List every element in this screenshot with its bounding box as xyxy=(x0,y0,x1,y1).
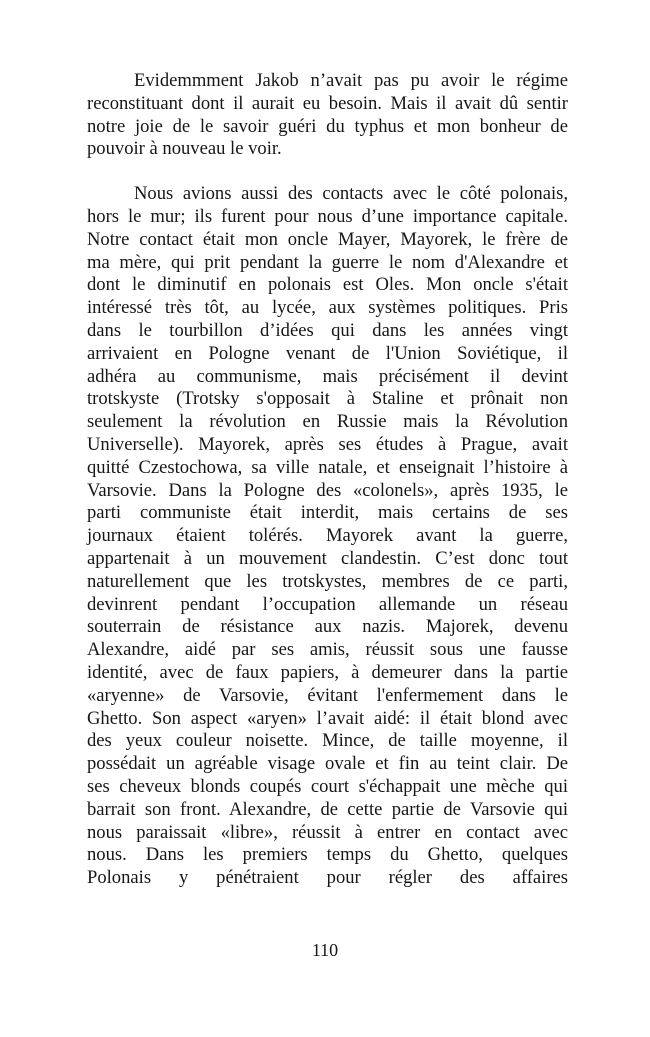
text-line: adhéra au communisme, mais précisément il devint xyxy=(87,365,568,387)
text-line: ses cheveux blonds coupés court s'échappait une mèche qui xyxy=(87,775,568,797)
text-line: nous. Dans les premiers temps du Ghetto, quelques xyxy=(87,844,568,866)
text-line: «aryenne» de Varsovie, évitant l'enfermement dans le xyxy=(87,684,568,706)
page-body xyxy=(87,70,568,890)
text-line: identité, avec de faux papiers, à demeurer dans la partie xyxy=(87,661,568,683)
text-line: barrait son front. Alexandre, de cette partie de Varsovie qui xyxy=(87,798,568,820)
text-line: Universelle). Mayorek, après ses études à Prague, avait xyxy=(87,433,568,455)
text-line: naturellement que les trotskystes, membres de ce parti, xyxy=(87,570,568,592)
text-line: souterrain de résistance aux nazis. Majorek, devenu xyxy=(87,616,568,638)
text-line: dont le diminutif en polonais est Oles. Mon oncle s'était xyxy=(87,274,568,296)
text-line: devinrent pendant l’occupation allemande un réseau xyxy=(87,593,568,615)
text-line: ma mère, qui prit pendant la guerre le nom d'Alexandre et xyxy=(87,251,568,273)
text-line: journaux étaient tolérés. Mayorek avant la guerre, xyxy=(87,525,568,547)
text-line: Polonais y pénétraient pour régler des affaires xyxy=(87,867,568,889)
text-line: Ghetto. Son aspect «aryen» l’avait aidé: il était blond avec xyxy=(87,707,568,729)
text-line: trotskyste (Trotsky s'opposait à Staline et prônait non xyxy=(87,388,568,410)
text-line: reconstituant dont il aurait eu besoin. Mais il avait dû sentir xyxy=(87,92,568,114)
text-line: intéressé très tôt, au lycée, aux systèmes politiques. Pris xyxy=(87,297,568,319)
paragraph-1 xyxy=(87,70,568,161)
text-line: possédait un agréable visage ovale et fin au teint clair. De xyxy=(87,753,568,775)
text-line: quitté Czestochowa, sa ville natale, et enseignait l’histoire à xyxy=(87,456,568,478)
text-line: Notre contact était mon oncle Mayer, Mayorek, le frère de xyxy=(87,228,568,250)
text-line: seulement la révolution en Russie mais la Révolution xyxy=(87,411,568,433)
text-line: parti communiste était interdit, mais certains de ses xyxy=(87,502,568,524)
text-line: Alexandre, aidé par ses amis, réussit sous une fausse xyxy=(87,639,568,661)
text-line: Varsovie. Dans la Pologne des «colonels», après 1935, le xyxy=(87,479,568,501)
text-line: dans le tourbillon d’idées qui dans les années vingt xyxy=(87,319,568,341)
text-line: Evidemmment Jakob n’avait pas pu avoir le régime xyxy=(134,70,568,91)
text-line: appartenait à un mouvement clandestin. C’est donc tout xyxy=(87,547,568,569)
text-line: arrivaient en Pologne venant de l'Union Soviétique, il xyxy=(87,342,568,364)
page-number: 110 xyxy=(311,940,339,960)
text-line: Nous avions aussi des contacts avec le côté polonais, xyxy=(134,183,568,205)
text-line: nous paraissait «libre», réussit à entrer en contact avec xyxy=(87,821,568,843)
text-line: des yeux couleur noisette. Mince, de taille moyenne, il xyxy=(87,730,568,752)
text-line: notre joie de le savoir guéri du typhus et mon bonheur de xyxy=(87,115,568,137)
text-line: hors le mur; ils furent pour nous d’une importance capitale. xyxy=(87,205,568,227)
paragraph-2 xyxy=(87,183,568,890)
text-line: pouvoir à nouveau le voir. xyxy=(87,138,282,160)
